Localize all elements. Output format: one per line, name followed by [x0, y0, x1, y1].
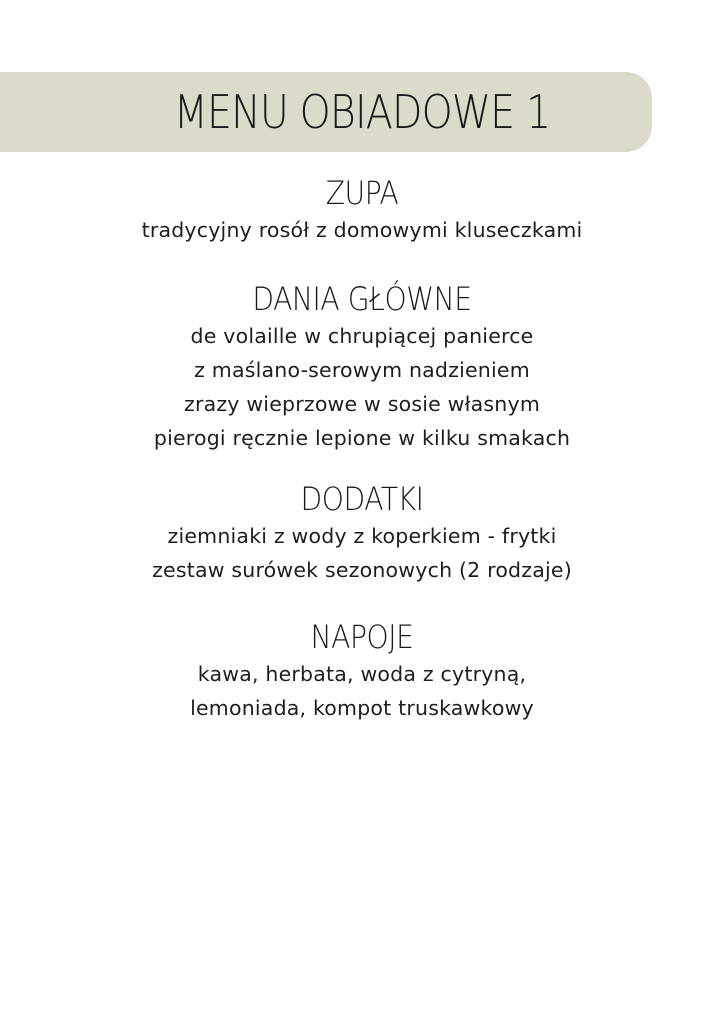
menu-item: zestaw surówek sezonowych (2 rodzaje)	[152, 558, 572, 582]
menu-item: z maślano-serowym nadzieniem	[194, 358, 530, 382]
section-main-courses	[0, 279, 724, 455]
section-drinks	[0, 617, 724, 725]
menu-item: zrazy wieprzowe w sosie własnym	[183, 392, 540, 416]
section-heading-drinks: NAPOJE	[310, 618, 414, 656]
menu-item: kawa, herbata, woda z cytryną,	[197, 662, 527, 686]
page-title: MENU OBIADOWE 1	[173, 85, 551, 139]
menu-item: ziemniaki z wody z koperkiem - frytki	[167, 524, 557, 548]
section-heading-soup: ZUPA	[325, 174, 399, 212]
menu-item: pierogi ręcznie lepione w kilku smakach	[153, 426, 571, 450]
menu-item: tradycyjny rosół z domowymi kluseczkami	[141, 218, 583, 242]
section-heading-main-courses: DANIA GŁÓWNE	[252, 280, 472, 318]
menu-item: de volaille w chrupiącej panierce	[190, 324, 534, 348]
section-heading-sides: DODATKI	[300, 480, 424, 518]
section-soup	[0, 173, 724, 247]
menu-item: lemoniada, kompot truskawkowy	[190, 696, 534, 720]
section-sides	[0, 479, 724, 587]
